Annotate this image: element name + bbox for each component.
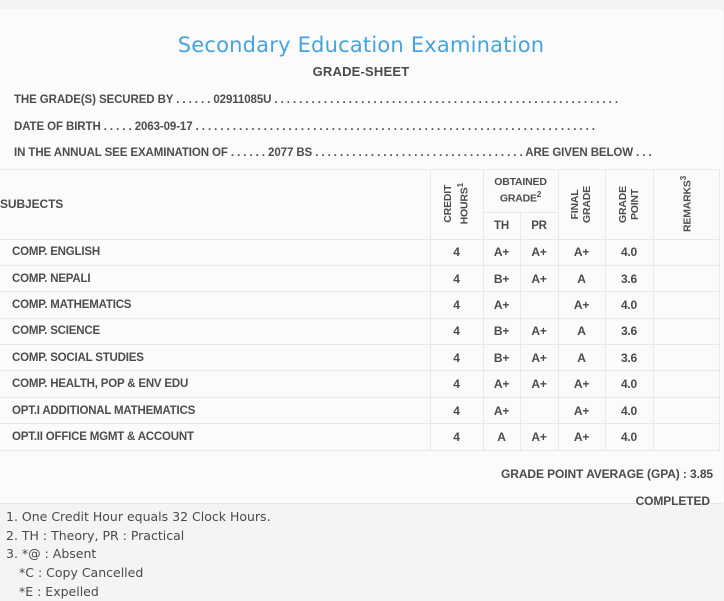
practical-grade-cell: A+ <box>520 371 558 397</box>
footnote-line: 1. One Credit Hour equals 32 Clock Hours. <box>6 509 271 524</box>
theory-grade-cell: A+ <box>483 292 520 318</box>
remarks-cell <box>653 239 719 265</box>
remarks-cell <box>653 265 719 291</box>
footnote-line: 3. *@ : Absent <box>6 546 97 562</box>
practical-grade-cell: A+ <box>520 239 558 265</box>
credit-hours-cell: 4 <box>430 239 483 265</box>
remarks-cell <box>653 292 719 318</box>
grade-point-cell: 3.6 <box>605 318 653 344</box>
grade-point-cell: 4.0 <box>605 397 653 423</box>
gradesheet-subtitle: GRADE-SHEET <box>312 64 410 79</box>
subject-cell: COMP. NEPALI <box>0 265 430 291</box>
candidate-info <box>0 87 722 167</box>
theory-grade-cell: B+ <box>483 345 520 371</box>
subject-cell: COMP. SCIENCE <box>0 318 430 344</box>
remarks-cell <box>653 318 719 344</box>
theory-grade-cell: A+ <box>483 239 520 265</box>
subject-cell: COMP. MATHEMATICS <box>0 292 430 318</box>
gpa-summary: GRADE POINT AVERAGE (GPA) : 3.85 <box>501 466 713 481</box>
final-grade-cell: A <box>558 345 605 371</box>
final-grade-cell: A+ <box>558 397 605 423</box>
table-row <box>0 292 719 318</box>
practical-grade-cell: A+ <box>520 318 558 344</box>
grade-point-cell: 3.6 <box>605 345 653 371</box>
final-grade-cell: A+ <box>558 239 605 265</box>
theory-grade-cell: B+ <box>483 318 520 344</box>
theory-grade-cell: B+ <box>483 265 520 291</box>
footnote-line: 2. TH : Theory, PR : Practical <box>6 527 185 543</box>
credit-hours-cell: 4 <box>430 265 483 291</box>
gradesheet-card <box>0 10 723 508</box>
header-final-grade: FINAL GRADE <box>558 169 605 239</box>
grades-table-body <box>0 239 719 450</box>
remarks-cell <box>653 397 719 423</box>
final-grade-cell: A+ <box>558 292 605 318</box>
grade-point-cell: 4.0 <box>605 239 653 265</box>
grade-point-cell: 4.0 <box>605 371 653 397</box>
final-grade-cell: A <box>558 318 605 344</box>
credit-hours-cell: 4 <box>430 397 483 423</box>
info-line-symbol-number: THE GRADE(S) SECURED BY . . . . . . 02911085U . . . . . . . . . . . . . . . . . . . . . . . . . . . . . . . . . . . . . . . . . . . . . . . . . . . . . . . . <box>14 94 618 106</box>
subject-cell: COMP. SOCIAL STUDIES <box>0 345 430 371</box>
subject-cell: OPT.I ADDITIONAL MATHEMATICS <box>0 397 430 423</box>
final-grade-cell: A+ <box>558 424 605 450</box>
theory-grade-cell: A+ <box>483 397 520 423</box>
table-row <box>0 239 719 265</box>
footnote-line: *E : Expelled <box>19 583 99 599</box>
header-practical: PR <box>520 212 558 239</box>
credit-hours-cell: 4 <box>430 371 483 397</box>
table-row <box>0 371 719 397</box>
grade-point-cell: 3.6 <box>605 265 653 291</box>
info-line-exam-year: IN THE ANNUAL SEE EXAMINATION OF . . . . . . 2077 BS . . . . . . . . . . . . . . . . . . . . . . . . . . . . . . . . . . ARE GIVEN BELOW . . . <box>14 147 652 159</box>
practical-grade-cell: A+ <box>520 345 558 371</box>
remarks-cell <box>653 424 719 450</box>
theory-grade-cell: A+ <box>483 371 520 397</box>
grades-table <box>0 169 720 451</box>
header-grade-point: GRADE POINT <box>605 169 653 239</box>
practical-grade-cell <box>520 397 558 423</box>
credit-hours-cell: 4 <box>430 345 483 371</box>
credit-hours-cell: 4 <box>430 292 483 318</box>
footnotes <box>6 508 271 601</box>
page-title: Secondary Education Examination <box>177 33 545 57</box>
table-row <box>0 397 719 423</box>
header-remarks: REMARKS$^3$ <box>653 169 719 239</box>
credit-hours-cell: 4 <box>430 424 483 450</box>
theory-grade-cell: A <box>483 424 520 450</box>
header-obtained-grade: OBTAINED GRADE$^2$ <box>483 169 558 212</box>
grades-table-header <box>0 169 719 239</box>
practical-grade-cell: A+ <box>520 424 558 450</box>
practical-grade-cell: A+ <box>520 265 558 291</box>
practical-grade-cell <box>520 292 558 318</box>
subject-cell: OPT.II OFFICE MGMT & ACCOUNT <box>0 424 430 450</box>
table-row <box>0 424 719 450</box>
subject-cell: COMP. HEALTH, POP & ENV EDU <box>0 371 430 397</box>
final-grade-cell: A+ <box>558 371 605 397</box>
header-theory: TH <box>483 212 520 239</box>
remarks-cell <box>653 371 719 397</box>
grade-point-cell: 4.0 <box>605 292 653 318</box>
table-row <box>0 345 719 371</box>
subject-cell: COMP. ENGLISH <box>0 239 430 265</box>
credit-hours-cell: 4 <box>430 318 483 344</box>
remarks-cell <box>653 345 719 371</box>
table-row <box>0 318 719 344</box>
header-subjects: SUBJECTS <box>0 169 430 239</box>
footnote-line: *C : Copy Cancelled <box>19 565 144 581</box>
status-completed: COMPLETED <box>635 493 710 508</box>
final-grade-cell: A <box>558 265 605 291</box>
info-line-date-of-birth: DATE OF BIRTH . . . . . 2063-09-17 . . . . . . . . . . . . . . . . . . . . . . . . . . . . . . . . . . . . . . . . . . . . . . . . . . . . . . . . . . . . . . . . . <box>14 120 595 133</box>
grade-point-cell: 4.0 <box>605 424 653 450</box>
table-row <box>0 265 719 291</box>
header-credit-hours: CREDIT HOURS$^1$ <box>430 169 483 239</box>
